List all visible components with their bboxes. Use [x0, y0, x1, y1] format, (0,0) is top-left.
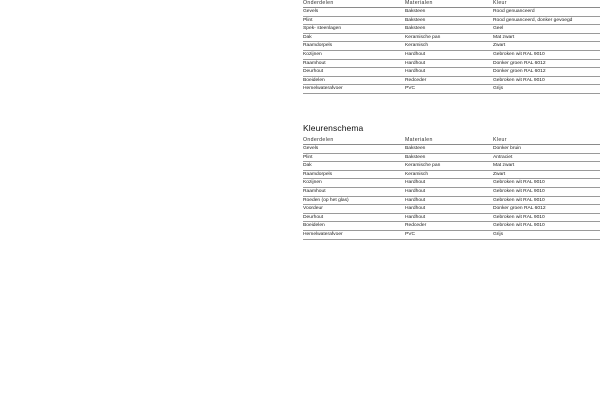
- cell-kleur: Zwart: [493, 43, 506, 49]
- cell-onderdeel: Raamhout: [303, 60, 326, 66]
- cell-materiaal: Hardhout: [405, 188, 426, 194]
- cell-kleur: Donker groen RAL 6012: [493, 60, 546, 66]
- cell-kleur: Donker groen RAL 6012: [493, 69, 546, 75]
- cell-kleur: Gebroken wit RAL 9010: [493, 77, 545, 83]
- cell-onderdeel: Deurhout: [303, 214, 324, 220]
- cell-kleur: Geel: [493, 26, 504, 32]
- table-row: [303, 34, 600, 43]
- header-materialen: Materialen: [405, 0, 433, 6]
- table-row: [303, 205, 600, 214]
- table-row: [303, 60, 600, 69]
- cell-onderdeel: Dak: [303, 34, 312, 40]
- cell-onderdeel: Boeidelen: [303, 223, 325, 229]
- table-header: [303, 137, 600, 145]
- table-row: [303, 17, 600, 26]
- cell-materiaal: Hardhout: [405, 214, 426, 220]
- cell-materiaal: Hardhout: [405, 60, 426, 66]
- cell-materiaal: Redceder: [405, 223, 427, 229]
- cell-onderdeel: Kozijnen: [303, 180, 322, 186]
- cell-materiaal: Baksteen: [405, 17, 426, 23]
- cell-materiaal: Keramisch: [405, 171, 429, 177]
- table-header: [303, 0, 600, 8]
- table-row: [303, 179, 600, 188]
- table-row: [303, 214, 600, 223]
- cell-materiaal: Hardhout: [405, 51, 426, 57]
- table-row: [303, 85, 600, 94]
- table-row: [303, 77, 600, 86]
- header-onderdelen: Onderdelen: [303, 137, 334, 143]
- cell-onderdeel: Raamhout: [303, 188, 326, 194]
- cell-onderdeel: Boeidelen: [303, 77, 325, 83]
- table-row: [303, 25, 600, 34]
- cell-materiaal: Baksteen: [405, 146, 426, 151]
- table-row: [303, 154, 600, 163]
- cell-materiaal: Baksteen: [405, 154, 426, 160]
- cell-materiaal: Keramisch: [405, 43, 429, 49]
- cell-onderdeel: Plint: [303, 17, 313, 23]
- cell-materiaal: Hardhout: [405, 197, 426, 203]
- header-materialen: Materialen: [405, 137, 433, 143]
- cell-onderdeel: Gevels: [303, 146, 319, 151]
- cell-onderdeel: Hemelwaterafvoer: [303, 86, 343, 92]
- cell-materiaal: Redceder: [405, 77, 427, 83]
- cell-materiaal: PVC: [405, 231, 416, 237]
- table-row: [303, 171, 600, 180]
- table-row: [303, 231, 600, 240]
- table-row: [303, 162, 600, 171]
- cell-kleur: Gebroken wit RAL 9010: [493, 197, 545, 203]
- cell-onderdeel: Voordeur: [303, 206, 323, 212]
- cell-onderdeel: Raamdorpels: [303, 43, 333, 49]
- cell-kleur: Rood genuanceerd: [493, 9, 535, 14]
- table-row: [303, 197, 600, 206]
- cell-kleur: Mat zwart: [493, 34, 515, 40]
- section-title: Kleurenschema: [303, 123, 364, 133]
- table-row: [303, 42, 600, 51]
- cell-onderdeel: Gevels: [303, 9, 319, 14]
- header-kleur: Kleur: [493, 0, 507, 6]
- cell-onderdeel: Roeden (op het glas): [303, 197, 349, 203]
- table-row: [303, 68, 600, 77]
- cell-materiaal: Hardhout: [405, 180, 426, 186]
- table-row: [303, 222, 600, 231]
- cell-kleur: Gebroken wit RAL 9010: [493, 223, 545, 229]
- materials-table-2: [303, 137, 600, 240]
- cell-onderdeel: Dak: [303, 163, 312, 169]
- cell-kleur: Donker bruin: [493, 146, 521, 151]
- cell-onderdeel: Deurhout: [303, 69, 324, 75]
- cell-onderdeel: Kozijnen: [303, 51, 322, 57]
- cell-materiaal: Keramische pan: [405, 34, 441, 40]
- cell-kleur: Zwart: [493, 171, 506, 177]
- cell-kleur: Gebroken wit RAL 9010: [493, 188, 545, 194]
- materials-table-1: [303, 0, 600, 94]
- cell-materiaal: PVC: [405, 86, 416, 92]
- cell-onderdeel: Hemelwaterafvoer: [303, 231, 343, 237]
- cell-onderdeel: Plint: [303, 154, 313, 160]
- cell-onderdeel: Raamdorpels: [303, 171, 333, 177]
- table-row: [303, 8, 600, 17]
- cell-materiaal: Keramische pan: [405, 163, 441, 169]
- cell-materiaal: Hardhout: [405, 69, 426, 75]
- cell-kleur: Gebroken wit RAL 9010: [493, 214, 545, 220]
- table-row: [303, 188, 600, 197]
- cell-kleur: Donker groen RAL 6012: [493, 206, 546, 212]
- cell-kleur: Grijs: [493, 231, 504, 237]
- cell-onderdeel: Spek- steenlagen: [303, 26, 342, 32]
- cell-kleur: Rood genuanceerd, donker gevoegd: [493, 17, 573, 23]
- cell-kleur: Gebroken wit RAL 9010: [493, 180, 545, 186]
- table-row: [303, 51, 600, 60]
- table-row: [303, 145, 600, 154]
- header-kleur: Kleur: [493, 137, 507, 143]
- cell-materiaal: Baksteen: [405, 26, 426, 32]
- header-onderdelen: Onderdelen: [303, 0, 334, 6]
- cell-materiaal: Hardhout: [405, 206, 426, 212]
- cell-kleur: Antraciet: [493, 154, 513, 160]
- cell-materiaal: Baksteen: [405, 9, 426, 14]
- cell-kleur: Grijs: [493, 86, 504, 92]
- cell-kleur: Gebroken wit RAL 9010: [493, 51, 545, 57]
- cell-kleur: Mat zwart: [493, 163, 515, 169]
